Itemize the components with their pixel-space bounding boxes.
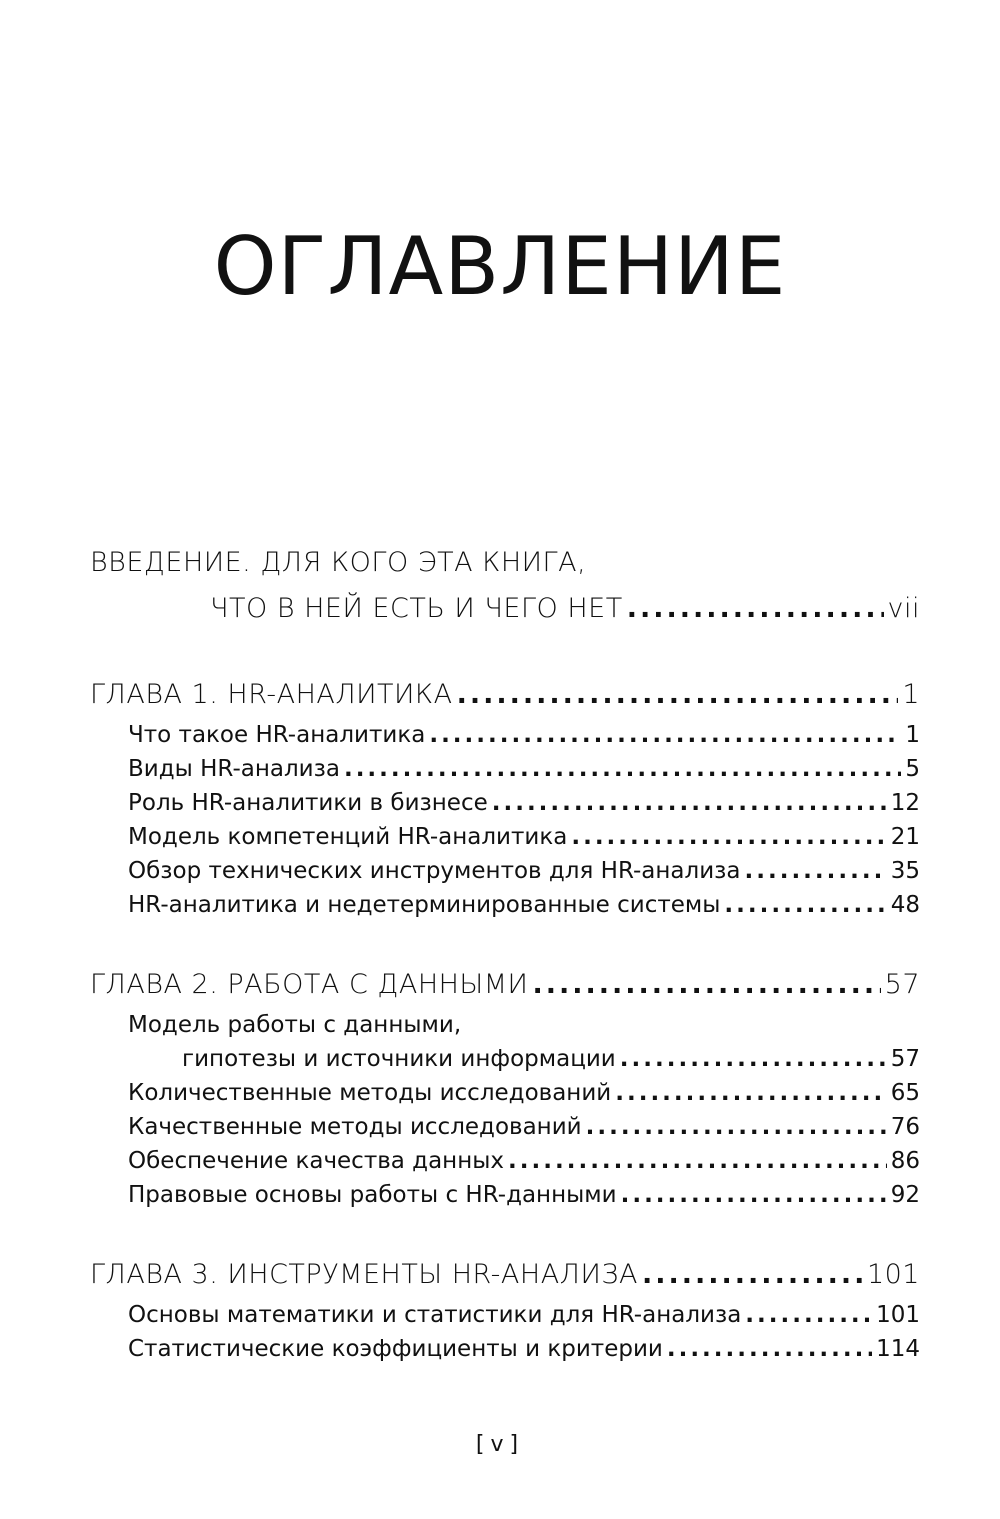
chapter-title: ГЛАВА 3. ИНСТРУМЕНТЫ HR-АНАЛИЗА <box>90 1259 638 1290</box>
chapter-3-heading[interactable] <box>90 1252 920 1298</box>
entry-page: 65 <box>890 1080 920 1106</box>
chapter-page: 101 <box>866 1259 920 1290</box>
dot-leader <box>586 1110 887 1144</box>
entry-page: 57 <box>890 1046 920 1072</box>
entry-page: 35 <box>890 858 920 884</box>
table-of-contents <box>90 540 920 1366</box>
chapter-title: ГЛАВА 1. HR-АНАЛИТИКА <box>90 679 453 710</box>
entry-page: 1 <box>905 722 920 748</box>
toc-entry[interactable] <box>90 820 920 854</box>
entry-title: Обеспечение качества данных <box>128 1148 505 1174</box>
intro-title-line2: ЧТО В НЕЙ ЕСТЬ И ЧЕГО НЕТ <box>210 593 623 624</box>
dot-leader <box>724 888 886 922</box>
dot-leader <box>667 1332 872 1366</box>
toc-entry[interactable] <box>90 752 920 786</box>
dot-leader <box>627 586 884 632</box>
dot-leader <box>508 1144 887 1178</box>
toc-entry[interactable] <box>90 1332 920 1366</box>
entry-page: 101 <box>876 1302 920 1328</box>
entry-page: 5 <box>905 756 920 782</box>
dot-leader <box>457 672 899 718</box>
entry-title: Модель компетенций HR-аналитика <box>128 824 568 850</box>
dot-leader <box>571 820 886 854</box>
entry-title: Что такое HR-аналитика <box>128 722 426 748</box>
dot-leader <box>745 854 887 888</box>
dot-leader <box>344 752 901 786</box>
entry-title: Роль HR-аналитики в бизнесе <box>128 790 488 816</box>
dot-leader <box>532 962 880 1008</box>
chapter-1-heading[interactable] <box>90 672 920 718</box>
toc-entry[interactable] <box>90 1298 920 1332</box>
chapter-page: 57 <box>884 969 920 1000</box>
dot-leader <box>492 786 887 820</box>
entry-page: 76 <box>890 1114 920 1140</box>
toc-entry[interactable] <box>90 786 920 820</box>
entry-page: 114 <box>876 1336 920 1362</box>
page-number: [v] <box>475 1432 525 1457</box>
entry-title: Качественные методы исследований <box>128 1114 582 1140</box>
entry-title: Количественные методы исследований <box>128 1080 612 1106</box>
dot-leader <box>615 1076 886 1110</box>
toc-entry[interactable] <box>90 1042 920 1076</box>
toc-entry[interactable] <box>90 1144 920 1178</box>
entry-page: 48 <box>890 892 920 918</box>
chapter-title: ГЛАВА 2. РАБОТА С ДАННЫМИ <box>90 969 529 1000</box>
intro-title-line1: ВВЕДЕНИЕ. ДЛЯ КОГО ЭТА КНИГА, <box>90 547 587 578</box>
dot-leader <box>642 1252 863 1298</box>
entry-title: Статистические коэффициенты и критерии <box>128 1336 663 1362</box>
page-title: ОГЛАВЛЕНИЕ <box>213 220 787 313</box>
entry-page: 86 <box>890 1148 920 1174</box>
entry-title-line1: Модель работы с данными, <box>128 1012 462 1038</box>
entry-title-line2: гипотезы и источники информации <box>182 1046 616 1072</box>
toc-entry[interactable] <box>90 1110 920 1144</box>
dot-leader <box>745 1298 872 1332</box>
intro-entry[interactable] <box>90 586 920 632</box>
entry-title: Виды HR-анализа <box>128 756 340 782</box>
toc-entry[interactable] <box>90 1178 920 1212</box>
toc-entry[interactable] <box>90 854 920 888</box>
entry-title: Правовые основы работы с HR-данными <box>128 1182 617 1208</box>
intro-page: vii <box>887 593 920 624</box>
toc-entry[interactable] <box>90 718 920 752</box>
chapter-page: 1 <box>902 679 920 710</box>
entry-page: 12 <box>890 790 920 816</box>
toc-entry[interactable] <box>90 888 920 922</box>
entry-page: 21 <box>890 824 920 850</box>
toc-entry[interactable] <box>90 1076 920 1110</box>
chapter-2-heading[interactable] <box>90 962 920 1008</box>
entry-title: HR-аналитика и недетерминированные системы <box>128 892 721 918</box>
entry-title: Основы математики и статистики для HR-анализа <box>128 1302 742 1328</box>
dot-leader <box>429 718 901 752</box>
dot-leader <box>621 1178 887 1212</box>
entry-title: Обзор технических инструментов для HR-анализа <box>128 858 741 884</box>
dot-leader <box>620 1042 887 1076</box>
entry-page: 92 <box>890 1182 920 1208</box>
